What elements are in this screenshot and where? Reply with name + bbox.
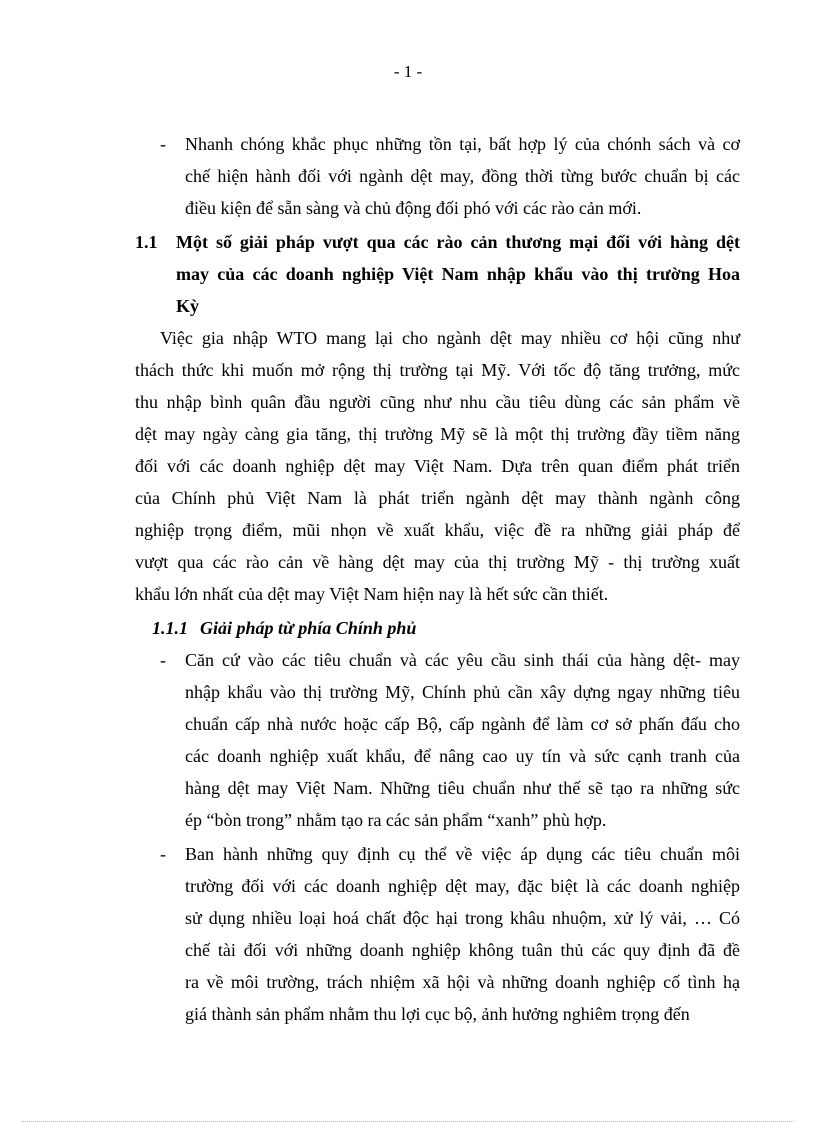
bullet-3-line: ra về môi trường, trách nhiệm xã hội và những doanh nghiệp cố tình hạ [185,972,740,992]
bullet-2-line: các doanh nghiệp xuất khẩu, để nâng cao uy tín và sức cạnh tranh của [185,746,740,766]
bullet-1-line: Nhanh chóng khắc phục những tồn tại, bất hợp lý của chónh sách và cơ [185,134,740,154]
paragraph-line: nghiệp trọng điểm, mũi nhọn về xuất khẩu, việc đề ra những giải pháp để [135,520,740,540]
bullet-2-line: Căn cứ vào các tiêu chuẩn và các yêu cầu sinh thái của hàng dệt- may [185,650,740,670]
bullet-2-line: hàng dệt may Việt Nam. Những tiêu chuẩn như thế sẽ tạo ra những sức [185,778,740,798]
bullet-2-line: ép “bòn trong” nhằm tạo ra các sản phẩm “xanh” phù hợp. [185,810,607,830]
paragraph-line: thách thức khi muốn mở rộng thị trường tại Mỹ. Với tốc độ tăng trưởng, mức [135,360,740,380]
bullet-3-line: giá thành sản phẩm nhằm thu lợi cục bộ, ảnh hưởng nghiêm trọng đến [185,1004,690,1024]
paragraph-line: khẩu lớn nhất của dệt may Việt Nam hiện nay là hết sức cần thiết. [135,584,609,604]
section-title-line: may của các doanh nghiệp Việt Nam nhập khẩu vào thị trường Hoa [176,264,740,284]
section-title-line: Kỳ [176,296,200,316]
paragraph-line: Việc gia nhập WTO mang lại cho ngành dệt may nhiều cơ hội cũng như [160,328,740,348]
section-number: 1.1 [135,232,158,252]
bullet-1-line: điều kiện để sẵn sàng và chủ động đối phó với các rào cản mới. [185,198,642,218]
section-title-line: Một số giải pháp vượt qua các rào cản thương mại đối với hàng dệt [176,232,740,252]
bullet-dash: - [160,650,166,670]
bullet-2-line: chuẩn cấp nhà nước hoặc cấp Bộ, cấp ngành để làm cơ sở phấn đấu cho [185,714,740,734]
paragraph-line: vượt qua các rào cản về hàng dệt may của thị trường Mỹ - thị trường xuất [135,552,740,572]
bullet-2-line: nhập khẩu vào thị trường Mỹ, Chính phủ cần xây dựng ngay những tiêu [185,682,740,702]
bullet-3-line: chế tài đối với những doanh nghiệp không tuân thủ các quy định đã đề [185,940,740,960]
paragraph-line: thu nhập bình quân đầu người cũng như nhu cầu tiêu dùng các sản phẩm về [135,392,740,412]
paragraph-line: dệt may ngày càng gia tăng, thị trường Mỹ sẽ là một thị trường đầy tiềm năng [135,424,740,444]
subsection-title: Giải pháp từ phía Chính phủ [200,618,417,638]
page-bottom-rule [22,1121,794,1122]
bullet-1-line: chế hiện hành đối với ngành dệt may, đồng thời từng bước chuẩn bị các [185,166,740,186]
bullet-3-line: trường đối với các doanh nghiệp dệt may, đặc biệt là các doanh nghiệp [185,876,740,896]
bullet-dash: - [160,844,166,864]
subsection-number: 1.1.1 [152,618,188,638]
paragraph-line: của Chính phủ Việt Nam là phát triển ngành dệt may thành ngành công [135,488,740,508]
bullet-3-line: Ban hành những quy định cụ thể về việc áp dụng các tiêu chuẩn môi [185,844,740,864]
bullet-dash: - [160,134,166,154]
page-number: - 1 - [393,62,423,81]
paragraph-line: đối với các doanh nghiệp dệt may Việt Nam. Dựa trên quan điểm phát triển [135,456,740,476]
bullet-3-line: sử dụng nhiều loại hoá chất độc hại trong khâu nhuộm, xử lý vải, … Có [185,908,740,928]
